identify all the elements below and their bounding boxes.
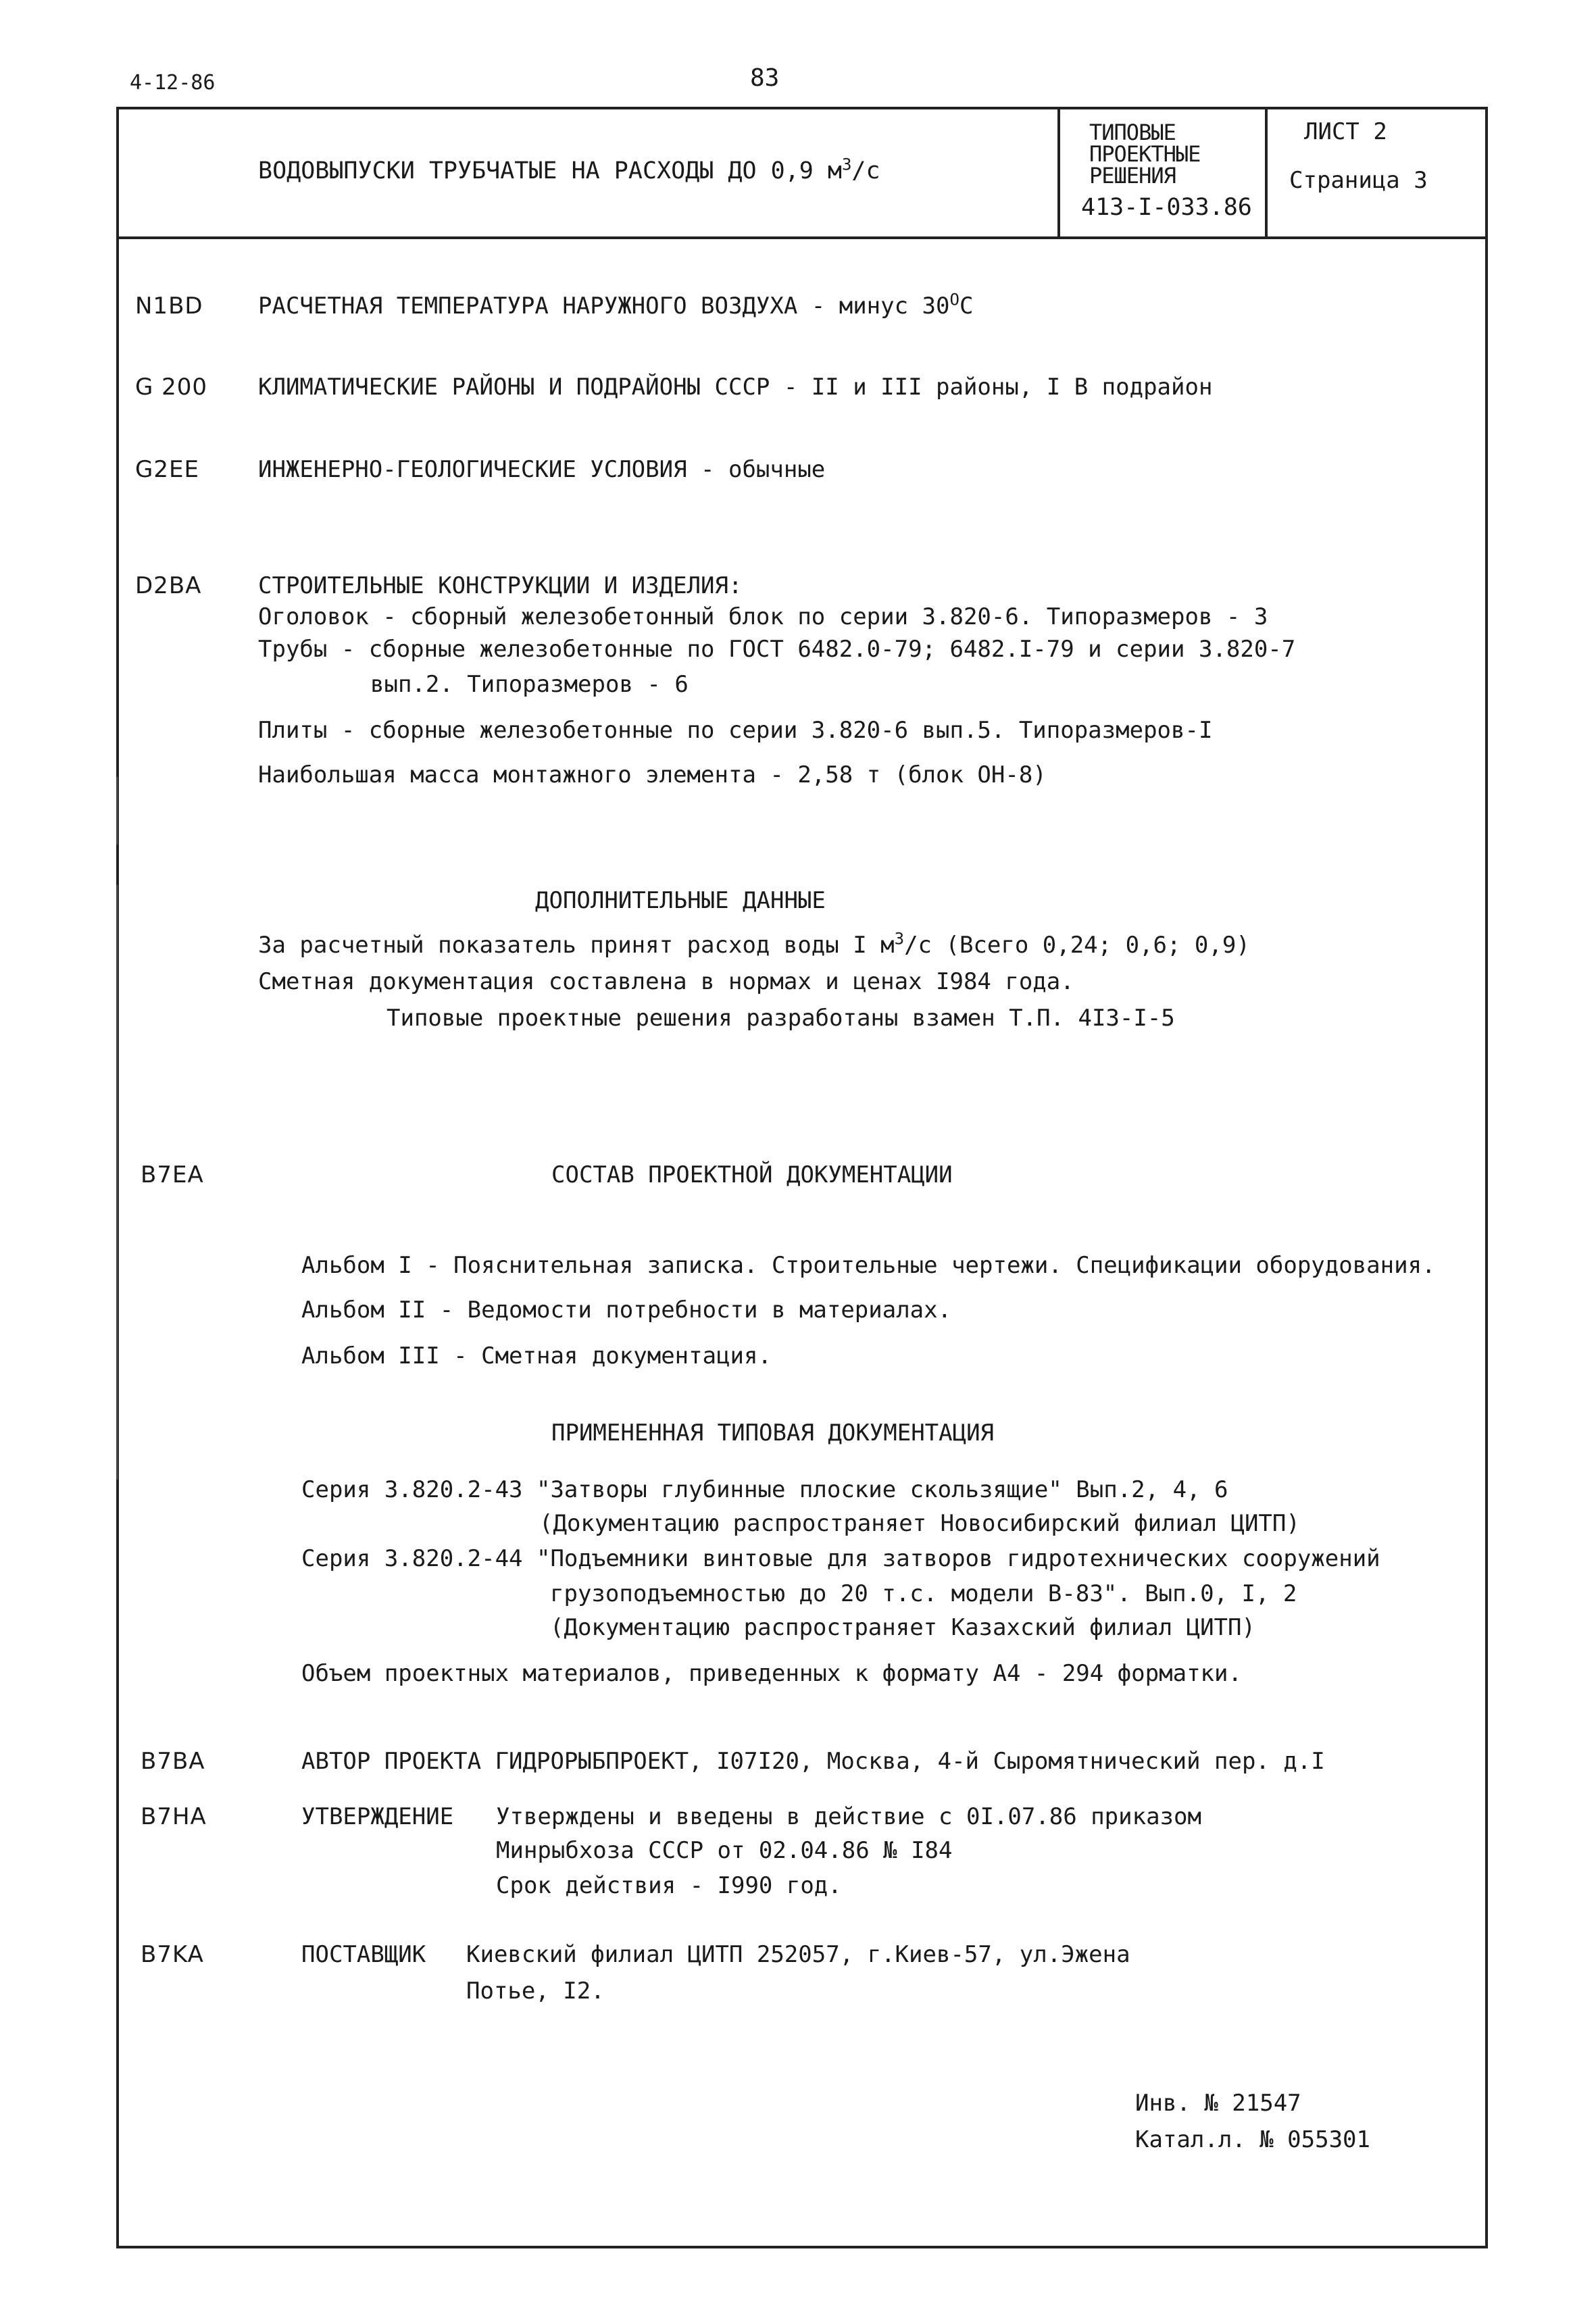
construction-line-4: Плиты - сборные железобетонные по серии 3.820-6 вып.5. Типоразмеров-I xyxy=(258,717,1213,744)
inventory-number: Инв. № 21547 xyxy=(1135,2090,1301,2117)
code-b7ka: B7KA xyxy=(141,1941,204,1968)
series-line-3: РЕШЕНИЯ xyxy=(1089,163,1176,188)
album-3: Альбом III - Сметная документация. xyxy=(301,1342,772,1369)
code-b7ba: B7BA xyxy=(141,1748,205,1775)
page-date: 4-12-86 xyxy=(130,71,216,95)
author-text: АВТОР ПРОЕКТА ГИДРОРЫБПРОЕКТ, I07I20, Москва, 4-й Сыромятнический пер. д.I xyxy=(301,1748,1325,1775)
temperature-text xyxy=(258,290,974,320)
album-1: Альбом I - Пояснительная записка. Строительные чертежи. Спецификации оборудования. xyxy=(301,1252,1436,1279)
construction-heading: СТРОИТЕЛЬНЫЕ КОНСТРУКЦИИ И ИЗДЕЛИЯ: xyxy=(258,572,743,599)
catalog-number: Катал.л. № 055301 xyxy=(1135,2126,1370,2153)
page-label: Страница 3 xyxy=(1289,167,1428,194)
series-1-line-1: Серия 3.820.2-43 "Затворы глубинные плоские скользящие" Вып.2, 4, 6 xyxy=(301,1476,1228,1503)
applied-heading: ПРИМЕНЕННАЯ ТИПОВАЯ ДОКУМЕНТАЦИЯ xyxy=(551,1419,995,1447)
construction-line-5: Наибольшая масса монтажного элемента - 2,58 т (блок ОН-8) xyxy=(258,761,1047,788)
additional-line-2: Сметная документация составлена в нормах и ценах I984 года. xyxy=(258,968,1074,995)
temperature-degree: О xyxy=(949,290,959,309)
code-d2ba: D2BA xyxy=(135,572,202,599)
scan-mark-1 xyxy=(116,777,118,845)
supplier-label: ПОСТАВЩИК xyxy=(301,1941,426,1968)
additional-line-1-main: За расчетный показатель принят расход воды I м xyxy=(258,932,895,959)
approval-label: УТВЕРЖДЕНИЕ xyxy=(301,1803,454,1830)
album-2: Альбом II - Ведомости потребности в материалах. xyxy=(301,1297,952,1324)
header-divider-left xyxy=(1057,107,1060,238)
additional-line-1 xyxy=(258,929,1250,959)
sheet-label: ЛИСТ 2 xyxy=(1304,118,1387,145)
approval-line-1: Утверждены и введены в действие с 0I.07.86 приказом xyxy=(496,1803,1201,1830)
temperature-unit: С xyxy=(959,293,974,320)
approval-line-3: Срок действия - I990 год. xyxy=(496,1872,842,1899)
construction-line-2: Трубы - сборные железобетонные по ГОСТ 6482.0-79; 6482.I-79 и серии 3.820-7 xyxy=(258,636,1296,663)
series-2-line-2: грузоподъемностью до 20 т.с. модели В-83". Вып.0, I, 2 xyxy=(550,1580,1297,1607)
scan-mark-2 xyxy=(116,885,118,1480)
header-divider xyxy=(116,236,1488,239)
document-title xyxy=(258,155,880,184)
page-number: 83 xyxy=(750,64,780,92)
code-n1bd: N1BD xyxy=(135,293,203,320)
construction-line-1: Оголовок - сборный железобетонный блок по серии 3.820-6. Типоразмеров - 3 xyxy=(258,603,1268,630)
climate-text: КЛИМАТИЧЕСКИЕ РАЙОНЫ И ПОДРАЙОНЫ СССР - II и III районы, I В подрайон xyxy=(258,374,1213,401)
composition-heading: СОСТАВ ПРОЕКТНОЙ ДОКУМЕНТАЦИИ xyxy=(551,1161,953,1188)
supplier-line-2: Потье, I2. xyxy=(466,1978,605,2005)
additional-line-1-tail: /с (Всего 0,24; 0,6; 0,9) xyxy=(904,932,1250,959)
volume-line: Объем проектных материалов, приведенных к формату А4 - 294 форматки. xyxy=(301,1660,1242,1687)
code-g200: G 200 xyxy=(135,374,208,401)
series-line-1: ТИПОВЫЕ xyxy=(1089,120,1176,145)
series-1-line-2: (Документацию распространяет Новосибирский филиал ЦИТП) xyxy=(539,1510,1300,1537)
series-2-line-3: (Документацию распространяет Казахский филиал ЦИТП) xyxy=(550,1614,1255,1641)
title-superscript: 3 xyxy=(841,155,852,174)
code-b7ha: B7HA xyxy=(141,1803,207,1830)
geo-text: ИНЖЕНЕРНО-ГЕОЛОГИЧЕСКИЕ УСЛОВИЯ - обычные xyxy=(258,456,826,483)
code-g2ee: G2EE xyxy=(135,456,199,483)
additional-line-1-superscript: 3 xyxy=(894,929,905,949)
series-line-2: ПРОЕКТНЫЕ xyxy=(1089,141,1201,167)
construction-line-3: вып.2. Типоразмеров - 6 xyxy=(370,671,689,698)
header-divider-right xyxy=(1265,107,1268,238)
title-unit: /с xyxy=(851,157,880,184)
supplier-line-1: Киевский филиал ЦИТП 252057, г.Киев-57, ул.Эжена xyxy=(466,1941,1130,1968)
code-b7ea: B7EA xyxy=(141,1161,204,1188)
additional-line-3: Типовые проектные решения разработаны взамен Т.П. 4I3-I-5 xyxy=(386,1005,1175,1032)
series-2-line-1: Серия 3.820.2-44 "Подъемники винтовые для затворов гидротехнических сооружений xyxy=(301,1545,1380,1572)
temperature-main: РАСЧЕТНАЯ ТЕМПЕРАТУРА НАРУЖНОГО ВОЗДУХА - минус 30 xyxy=(258,293,950,320)
title-main: ВОДОВЫПУСКИ ТРУБЧАТЫЕ НА РАСХОДЫ ДО 0,9 м xyxy=(258,157,842,184)
approval-line-2: Минрыбхоза СССР от 02.04.86 № I84 xyxy=(496,1837,953,1864)
series-code: 413-I-033.86 xyxy=(1081,194,1252,221)
additional-heading: ДОПОЛНИТЕЛЬНЫЕ ДАННЫЕ xyxy=(535,887,826,914)
